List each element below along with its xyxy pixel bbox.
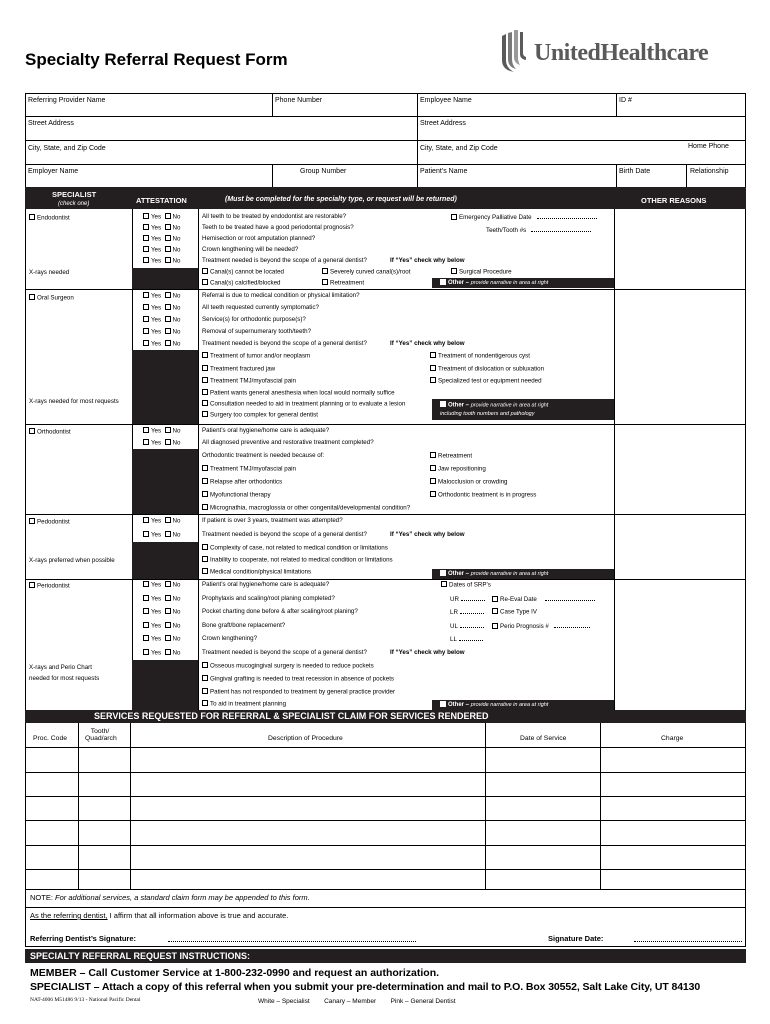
perio-yes-no-5[interactable]: Yes No: [143, 635, 180, 643]
pedo-reason[interactable]: Medical condition/physical limitations: [202, 568, 311, 576]
specialist-pedodontist[interactable]: [29, 518, 70, 526]
pedo-other-bar[interactable]: Other – provide narrative in area at right: [432, 569, 614, 579]
endo-yes-no-2[interactable]: Yes No: [143, 224, 180, 232]
endo-question: Hemisection or root amputation planned?: [202, 235, 316, 242]
signature-date-label: Signature Date:: [548, 934, 604, 943]
ortho-reason[interactable]: Jaw repositioning: [430, 465, 486, 473]
oral-reason[interactable]: Patient wants general anesthesia when local would normally suffice: [202, 389, 395, 397]
endo-reason-curved-canal[interactable]: Severely curved canal(s)/root: [322, 268, 410, 276]
periodontist-checkbox[interactable]: [29, 582, 35, 588]
signature-date-field[interactable]: [634, 941, 742, 942]
perio-reason[interactable]: Patient has not responded to treatment by general practice provider: [202, 688, 395, 696]
affirm-text: As the referring dentist, I affirm that all information above is true and accurate.: [30, 911, 289, 920]
signature-label: Referring Dentist’s Signature:: [30, 934, 136, 943]
oral-reason[interactable]: Treatment of tumor and/or neoplasm: [202, 352, 310, 360]
perio-question: Prophylaxis and scaling/root planing completed?: [202, 595, 335, 602]
unitedhealthcare-logo-icon: [500, 30, 528, 74]
other-reasons-header: OTHER REASONS: [641, 196, 707, 205]
srp-ul-field[interactable]: UL: [450, 622, 484, 630]
specialist-header: SPECIALIST: [52, 190, 97, 199]
endo-if-yes: If “Yes” check why below: [390, 257, 465, 264]
pedo-reason[interactable]: Complexity of case, not related to medical condition or limitations: [202, 544, 388, 552]
srp-ur-field[interactable]: UR: [450, 595, 485, 603]
perio-reason[interactable]: Gingival grafting is needed to treat recession in absence of pockets: [202, 675, 394, 683]
pedo-yes-no-1[interactable]: Yes No: [143, 517, 180, 525]
endodontist-label: Endodontist: [37, 214, 70, 222]
ortho-reason[interactable]: Relapse after orthodontics: [202, 478, 282, 486]
endo-yes-no-1[interactable]: Yes No: [143, 213, 180, 221]
perio-yes-no-6[interactable]: Yes No: [143, 649, 180, 657]
logo: [500, 30, 750, 76]
signature-field[interactable]: [168, 941, 416, 942]
perio-other-bar[interactable]: Other – provide narrative in area at right: [432, 700, 614, 710]
attestation-note: (Must be completed for the specialty type, or request will be returned): [225, 196, 457, 203]
re-eval-date-field[interactable]: Re-Eval Date: [492, 595, 595, 603]
home-phone-label: Home Phone: [688, 143, 729, 150]
ortho-reason[interactable]: Treatment TMJ/myofascial pain: [202, 465, 296, 473]
check-one-label: (check one): [58, 201, 90, 207]
date-of-service-header: Date of Service: [520, 735, 567, 742]
pedo-xray-note: X-rays preferred when possible: [29, 557, 115, 564]
oral-xray-note: X-rays needed for most requests: [29, 398, 119, 405]
oral-reason[interactable]: Treatment TMJ/myofascial pain: [202, 377, 296, 385]
periodontist-label: Periodontist: [37, 582, 70, 590]
patient-name-label: Patient’s Name: [420, 168, 468, 175]
endo-reason-surgical[interactable]: Surgical Procedure: [451, 268, 512, 276]
perio-reason[interactable]: To aid in treatment planning: [202, 700, 286, 708]
endo-xray-note: X-rays needed: [29, 269, 70, 276]
proc-code-header: Proc. Code: [33, 735, 68, 742]
services-rows[interactable]: [25, 748, 745, 868]
perio-question: Bone graft/bone replacement?: [202, 622, 286, 629]
relationship-label: Relationship: [690, 168, 729, 175]
endo-question: All teeth to be treated by endodontist are restorable?: [202, 213, 347, 220]
oral-question: Service(s) for orthodontic purpose(s)?: [202, 316, 306, 323]
description-header: Description of Procedure: [268, 735, 343, 742]
city-left-label: City, State, and Zip Code: [28, 145, 106, 152]
endo-yes-no-5[interactable]: Yes No: [143, 257, 180, 265]
endo-yes-no-3[interactable]: Yes No: [143, 235, 180, 243]
birth-date-label: Birth Date: [619, 168, 651, 175]
oral-question: Treatment needed is beyond the scope of a general dentist?: [202, 340, 367, 347]
endo-reason-retreatment[interactable]: Retreatment: [322, 279, 364, 287]
oral-yes-no-5[interactable]: Yes No: [143, 340, 180, 348]
oral-reason[interactable]: Specialized test or equipment needed: [430, 377, 542, 385]
oral-other-note: including tooth numbers and pathology: [440, 411, 535, 417]
orthodontist-label: Orthodontist: [37, 428, 71, 436]
oral-question: All teeth requested currently symptomatic?: [202, 304, 319, 311]
oral-yes-no-1[interactable]: Yes No: [143, 292, 180, 300]
ortho-needed-label: Orthodontic treatment is needed because of:: [202, 452, 325, 459]
pedo-question: Treatment needed is beyond the scope of a general dentist?: [202, 531, 367, 538]
perio-xray-note-2: needed for most requests: [29, 675, 100, 682]
oral-reason[interactable]: Treatment of dislocation or subluxation: [430, 365, 544, 373]
emergency-date-field[interactable]: Emergency Palliative Date: [451, 213, 597, 221]
ortho-question: All diagnosed preventive and restorative treatment completed?: [202, 439, 374, 446]
perio-xray-note-1: X-rays and Perio Chart: [29, 664, 92, 671]
id-label: ID #: [619, 97, 632, 104]
attestation-header: ATTESTATION: [136, 196, 187, 205]
perio-yes-no-3[interactable]: Yes No: [143, 608, 180, 616]
member-instruction: MEMBER – Call Customer Service at 1-800-232-0990 and request an authorization.: [30, 967, 440, 979]
pedodontist-label: Pedodontist: [37, 518, 70, 526]
street-address-left-label: Street Address: [28, 120, 74, 127]
oral-yes-no-4[interactable]: Yes No: [143, 328, 180, 336]
perio-question: Crown lengthening?: [202, 635, 258, 642]
oral-if-yes: If “Yes” check why below: [390, 340, 465, 347]
oral-reason[interactable]: Surgery too complex for general dentist: [202, 411, 318, 419]
logo-text: UnitedHealthcare: [534, 40, 709, 66]
form-title: Specialty Referral Request Form: [25, 50, 288, 69]
pedo-reason[interactable]: Inability to cooperate, not related to medical condition or limitations: [202, 556, 393, 564]
referring-provider-label: Referring Provider Name: [28, 97, 106, 104]
perio-yes-no-2[interactable]: Yes No: [143, 595, 180, 603]
copy-distribution: White – Specialist Canary – Member Pink – General Dentist: [258, 998, 456, 1005]
specialist-endodontist[interactable]: [29, 214, 70, 222]
tooth-numbers-field[interactable]: Teeth/Tooth #s: [486, 226, 591, 234]
orthodontist-checkbox[interactable]: [29, 428, 35, 434]
pedo-question: If patient is over 3 years, treatment was attempted?: [202, 517, 343, 524]
pedo-yes-no-2[interactable]: Yes No: [143, 531, 180, 539]
perio-yes-no-1[interactable]: Yes No: [143, 581, 180, 589]
ortho-yes-no-1[interactable]: Yes No: [143, 427, 180, 435]
ortho-reason[interactable]: Myofunctional therapy: [202, 491, 271, 499]
employer-label: Employer Name: [28, 168, 79, 175]
perio-prognosis-field[interactable]: Perio Prognosis #: [492, 622, 590, 630]
city-right-label: City, State, and Zip Code: [420, 145, 498, 152]
oral-yes-no-3[interactable]: Yes No: [143, 316, 180, 324]
endo-question: Crown lengthening will be needed?: [202, 246, 299, 253]
oral-surgeon-checkbox[interactable]: [29, 294, 35, 300]
srp-lr-field[interactable]: LR: [450, 608, 484, 616]
oral-reason[interactable]: Consultation needed to aid in treatment planning or to evaluate a lesion: [202, 400, 405, 408]
oral-reason[interactable]: Treatment of nondentigerous cyst: [430, 352, 530, 360]
ortho-reason[interactable]: Orthodontic treatment is in progress: [430, 491, 536, 499]
srp-ll-field[interactable]: LL: [450, 635, 483, 643]
perio-yes-no-4[interactable]: Yes No: [143, 622, 180, 630]
perio-question: Treatment needed is beyond the scope of a general dentist?: [202, 649, 367, 656]
ortho-yes-no-2[interactable]: Yes No: [143, 439, 180, 447]
employee-name-label: Employee Name: [420, 97, 472, 104]
oral-question: Referral is due to medical condition or physical limitation?: [202, 292, 360, 299]
tooth-quad-header: Tooth/ Quad/arch: [85, 728, 117, 742]
perio-question: Patient’s oral hygiene/home care is adequate?: [202, 581, 330, 588]
pedo-if-yes: If “Yes” check why below: [390, 531, 465, 538]
phone-label: Phone Number: [275, 97, 323, 104]
oral-question: Removal of supernumerary tooth/teeth?: [202, 328, 312, 335]
ortho-question: Patient’s oral hygiene/home care is adequate?: [202, 427, 330, 434]
oral-yes-no-2[interactable]: Yes No: [143, 304, 180, 312]
street-address-right-label: Street Address: [420, 120, 466, 127]
perio-if-yes: If “Yes” check why below: [390, 649, 465, 656]
ortho-reason[interactable]: Retreatment: [430, 452, 472, 460]
endo-yes-no-4[interactable]: Yes No: [143, 246, 180, 254]
endo-other-bar[interactable]: Other – provide narrative in area at right: [432, 278, 614, 288]
endo-question: Teeth to be treated have a good periodontal prognosis?: [202, 224, 354, 231]
pedodontist-checkbox[interactable]: [29, 518, 35, 524]
ortho-reason[interactable]: Malocclusion or crowding: [430, 478, 507, 486]
endo-reason-canal-not-located[interactable]: Canal(s) cannot be located: [202, 268, 284, 276]
specialist-instruction: SPECIALIST – Attach a copy of this referral when you submit your pre-determination and mail to P.O. Box 30552, Salt Lake City, UT 84130: [30, 981, 701, 993]
ortho-reason[interactable]: Micrognathia, macroglossia or other congenital/developmental condition?: [202, 504, 410, 512]
case-type-checkbox[interactable]: Case Type IV: [492, 608, 537, 616]
specialist-oral-surgeon[interactable]: [29, 294, 74, 302]
endo-reason-calcified[interactable]: Canal(s) calcified/blocked: [202, 279, 281, 287]
oral-surgeon-label: Oral Surgeon: [37, 294, 74, 302]
endo-question: Treatment needed is beyond the scope of a general dentist?: [202, 257, 367, 264]
charge-header: Charge: [661, 735, 684, 742]
endodontist-checkbox[interactable]: [29, 214, 35, 220]
specialist-periodontist[interactable]: [29, 582, 70, 590]
perio-reason[interactable]: Osseous mucogingival surgery is needed to reduce pockets: [202, 662, 374, 670]
srp-dates-field[interactable]: Dates of SRP’s: [441, 581, 491, 589]
perio-question: Pocket charting done before & after scaling/root planing?: [202, 608, 358, 615]
note-text: NOTE: For additional services, a standard claim form may be appended to this form.: [30, 893, 310, 902]
oral-reason[interactable]: Treatment fractured jaw: [202, 365, 275, 373]
specialist-orthodontist[interactable]: [29, 428, 71, 436]
services-title: SERVICES REQUESTED FOR REFERRAL & SPECIALIST CLAIM FOR SERVICES RENDERED: [94, 711, 489, 721]
instructions-title: SPECIALTY REFERRAL REQUEST INSTRUCTIONS:: [30, 951, 251, 961]
group-number-label: Group Number: [300, 168, 347, 175]
form-code: NAT-4006 M51486 9/13 - National Pacific Dental: [30, 997, 141, 1003]
